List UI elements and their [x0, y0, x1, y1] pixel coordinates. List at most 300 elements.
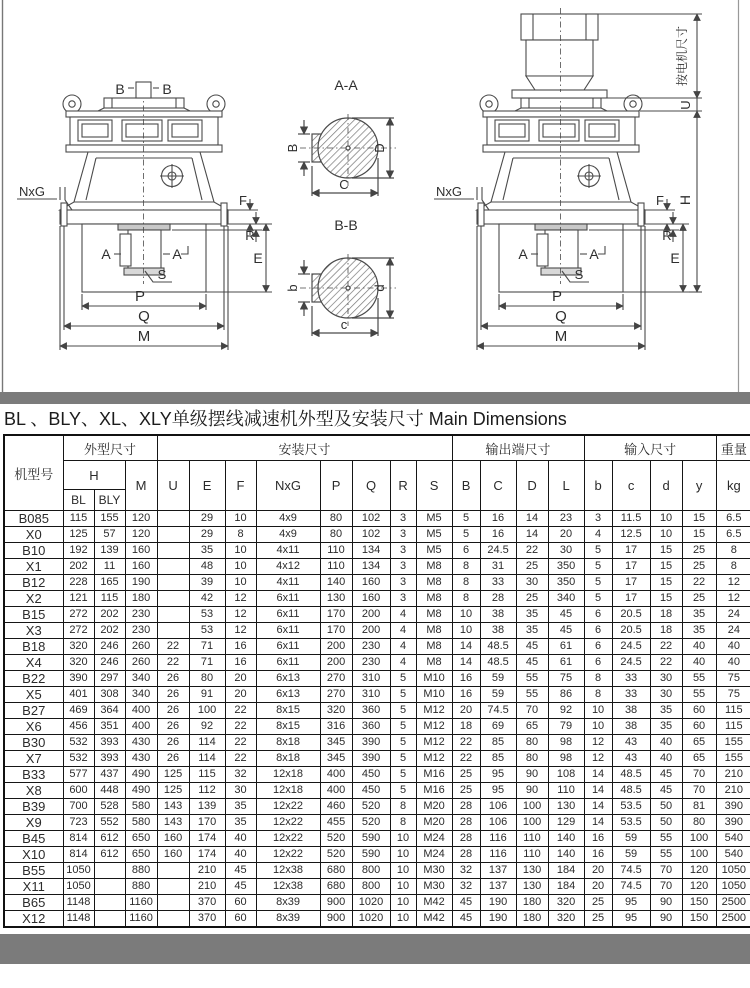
value-cell: 15	[650, 575, 682, 591]
value-cell: 8x15	[256, 719, 320, 735]
group-header-input: 输入尺寸	[584, 435, 716, 461]
value-cell: 85	[480, 751, 516, 767]
value-cell: 42	[189, 591, 225, 607]
table-row	[4, 735, 750, 751]
value-cell: 55	[516, 687, 548, 703]
value-cell: 155	[94, 511, 125, 527]
model-cell: X5	[4, 687, 63, 703]
value-cell: M30	[416, 879, 452, 895]
value-cell	[157, 543, 189, 559]
value-cell: 155	[716, 735, 750, 751]
value-cell	[94, 863, 125, 879]
value-cell: 230	[125, 623, 157, 639]
col-header-model: 机型号	[4, 435, 63, 511]
value-cell: 16	[452, 671, 480, 687]
value-cell: 200	[320, 639, 352, 655]
value-cell: 6x11	[256, 623, 320, 639]
value-cell: 12	[225, 607, 256, 623]
value-cell: 540	[716, 847, 750, 863]
value-cell: 74.5	[612, 879, 650, 895]
value-cell: 50	[650, 815, 682, 831]
value-cell: 1020	[352, 911, 390, 928]
value-cell: 12x38	[256, 863, 320, 879]
value-cell: M12	[416, 703, 452, 719]
value-cell: 115	[189, 767, 225, 783]
group-header-mounting: 安装尺寸	[157, 435, 452, 461]
value-cell: 25	[682, 543, 716, 559]
value-cell: 320	[548, 911, 584, 928]
group-header-outline: 外型尺寸	[63, 435, 157, 461]
value-cell: 390	[716, 799, 750, 815]
col-header-h: H	[63, 461, 125, 490]
model-cell: B15	[4, 607, 63, 623]
value-cell: 532	[63, 735, 94, 751]
value-cell: 45	[225, 879, 256, 895]
value-cell: 390	[716, 815, 750, 831]
section-view-bb	[285, 217, 396, 336]
value-cell: 125	[157, 783, 189, 799]
value-cell: 114	[189, 735, 225, 751]
value-cell: 26	[157, 751, 189, 767]
value-cell: 102	[352, 527, 390, 543]
value-cell: 10	[650, 527, 682, 543]
table-row	[4, 831, 750, 847]
value-cell: 95	[612, 911, 650, 928]
value-cell: 880	[125, 863, 157, 879]
value-cell: M8	[416, 623, 452, 639]
value-cell: 5	[584, 575, 612, 591]
label-u: U	[678, 100, 693, 110]
value-cell: 1050	[716, 879, 750, 895]
value-cell: 5	[390, 767, 416, 783]
value-cell: 40	[225, 847, 256, 863]
value-cell: 12	[716, 591, 750, 607]
model-cell: X10	[4, 847, 63, 863]
value-cell: 16	[480, 511, 516, 527]
value-cell: 33	[612, 687, 650, 703]
value-cell: 139	[189, 799, 225, 815]
value-cell: 316	[320, 719, 352, 735]
value-cell: 114	[189, 751, 225, 767]
value-cell: 33	[480, 575, 516, 591]
value-cell: 38	[480, 607, 516, 623]
value-cell: 540	[716, 831, 750, 847]
value-cell: 3	[390, 543, 416, 559]
value-cell: 4x11	[256, 575, 320, 591]
value-cell: 55	[650, 831, 682, 847]
value-cell: 55	[650, 847, 682, 863]
col-header-q: Q	[352, 461, 390, 511]
value-cell: 10	[390, 847, 416, 863]
value-cell: 10	[225, 559, 256, 575]
value-cell: 272	[63, 623, 94, 639]
value-cell: 900	[320, 911, 352, 928]
value-cell: 14	[452, 639, 480, 655]
value-cell: 174	[189, 847, 225, 863]
value-cell: 200	[352, 623, 390, 639]
value-cell: 174	[189, 831, 225, 847]
value-cell: 12	[716, 575, 750, 591]
value-cell: 448	[94, 783, 125, 799]
value-cell: M20	[416, 799, 452, 815]
value-cell: 350	[548, 559, 584, 575]
value-cell	[157, 607, 189, 623]
model-cell: X9	[4, 815, 63, 831]
label-b-cut-left: B	[115, 81, 125, 97]
value-cell: 20	[584, 863, 612, 879]
value-cell: 190	[480, 895, 516, 911]
value-cell: 22	[650, 639, 682, 655]
value-cell: 4x11	[256, 543, 320, 559]
left-reducer-view	[17, 92, 272, 350]
value-cell: 100	[516, 799, 548, 815]
value-cell: 40	[716, 655, 750, 671]
value-cell: 70	[682, 783, 716, 799]
value-cell: 10	[390, 863, 416, 879]
value-cell: 6.5	[716, 511, 750, 527]
value-cell: 390	[63, 671, 94, 687]
value-cell: 5	[584, 543, 612, 559]
value-cell: 600	[63, 783, 94, 799]
value-cell: 10	[390, 879, 416, 895]
col-header-d-in: d	[650, 461, 682, 511]
value-cell: M5	[416, 543, 452, 559]
value-cell: 129	[548, 815, 584, 831]
value-cell: 40	[650, 735, 682, 751]
value-cell: 393	[94, 751, 125, 767]
value-cell: 320	[63, 639, 94, 655]
value-cell: 12x22	[256, 831, 320, 847]
value-cell: 8x39	[256, 911, 320, 928]
value-cell: 580	[125, 815, 157, 831]
value-cell: 40	[716, 639, 750, 655]
value-cell: 297	[94, 671, 125, 687]
value-cell: 1050	[63, 879, 94, 895]
value-cell: 320	[548, 895, 584, 911]
value-cell: 8x18	[256, 735, 320, 751]
value-cell: 24	[716, 623, 750, 639]
value-cell: 110	[548, 783, 584, 799]
value-cell: 532	[63, 751, 94, 767]
value-cell	[157, 895, 189, 911]
value-cell: 140	[548, 847, 584, 863]
value-cell	[157, 575, 189, 591]
value-cell: 10	[390, 911, 416, 928]
value-cell: 430	[125, 735, 157, 751]
value-cell: 400	[320, 767, 352, 783]
value-cell: 10	[452, 623, 480, 639]
value-cell: 308	[94, 687, 125, 703]
table-body	[4, 511, 750, 928]
col-header-y-in: y	[682, 461, 716, 511]
value-cell: 1160	[125, 911, 157, 928]
value-cell: 28	[480, 591, 516, 607]
value-cell: 270	[320, 671, 352, 687]
value-cell: M16	[416, 783, 452, 799]
value-cell: 137	[480, 863, 516, 879]
value-cell: 70	[650, 879, 682, 895]
value-cell: 59	[612, 847, 650, 863]
value-cell: 28	[452, 847, 480, 863]
value-cell: 230	[352, 639, 390, 655]
col-header-m: M	[125, 461, 157, 511]
value-cell: 20	[584, 879, 612, 895]
model-cell: X11	[4, 879, 63, 895]
value-cell: 160	[352, 575, 390, 591]
value-cell: 455	[320, 815, 352, 831]
value-cell: 4	[390, 623, 416, 639]
value-cell: 612	[94, 847, 125, 863]
value-cell: 8	[452, 591, 480, 607]
value-cell: M5	[416, 511, 452, 527]
table-row	[4, 543, 750, 559]
value-cell: 15	[682, 511, 716, 527]
value-cell: 14	[584, 815, 612, 831]
value-cell: 30	[516, 575, 548, 591]
value-cell: M12	[416, 735, 452, 751]
value-cell: 460	[320, 799, 352, 815]
group-header-output: 输出端尺寸	[452, 435, 584, 461]
value-cell: 430	[125, 751, 157, 767]
value-cell: 401	[63, 687, 94, 703]
value-cell: 6x11	[256, 591, 320, 607]
value-cell: 8	[452, 575, 480, 591]
value-cell: 20.5	[612, 623, 650, 639]
value-cell: 22	[225, 719, 256, 735]
value-cell: 110	[516, 831, 548, 847]
value-cell: 45	[516, 655, 548, 671]
value-cell: 390	[352, 751, 390, 767]
value-cell: 95	[480, 767, 516, 783]
value-cell: 520	[352, 799, 390, 815]
value-cell: 90	[516, 767, 548, 783]
value-cell: 12x18	[256, 767, 320, 783]
value-cell: 552	[94, 815, 125, 831]
value-cell: 100	[189, 703, 225, 719]
value-cell: 310	[352, 687, 390, 703]
value-cell: 520	[320, 847, 352, 863]
value-cell: 880	[125, 879, 157, 895]
value-cell: 246	[94, 639, 125, 655]
value-cell: 180	[125, 591, 157, 607]
value-cell: M8	[416, 591, 452, 607]
value-cell: 1160	[125, 895, 157, 911]
value-cell: 150	[682, 911, 716, 928]
value-cell: 17	[612, 543, 650, 559]
value-cell: 8	[452, 559, 480, 575]
value-cell: 106	[480, 799, 516, 815]
value-cell: 60	[225, 911, 256, 928]
value-cell	[157, 527, 189, 543]
value-cell: 400	[125, 719, 157, 735]
value-cell: 25	[682, 559, 716, 575]
value-cell: 38	[480, 623, 516, 639]
value-cell: 4	[390, 655, 416, 671]
label-bb-key-width: b	[285, 284, 300, 292]
value-cell: 16	[584, 831, 612, 847]
value-cell: M42	[416, 911, 452, 928]
value-cell: 723	[63, 815, 94, 831]
value-cell: 210	[189, 879, 225, 895]
value-cell: 210	[716, 783, 750, 799]
value-cell: 25	[452, 767, 480, 783]
value-cell: 814	[63, 831, 94, 847]
value-cell: 16	[225, 655, 256, 671]
value-cell: 8	[225, 527, 256, 543]
value-cell: 370	[189, 911, 225, 928]
value-cell: 91	[189, 687, 225, 703]
value-cell: 5	[390, 719, 416, 735]
value-cell: 22	[650, 655, 682, 671]
table-row	[4, 719, 750, 735]
value-cell: 4	[584, 527, 612, 543]
value-cell: 24.5	[612, 639, 650, 655]
value-cell: 90	[516, 783, 548, 799]
col-header-bly: BLY	[94, 490, 125, 511]
value-cell: 48.5	[612, 767, 650, 783]
table-row	[4, 639, 750, 655]
col-header-f: F	[225, 461, 256, 511]
value-cell: 8	[390, 815, 416, 831]
value-cell: 340	[125, 671, 157, 687]
value-cell: 390	[352, 735, 390, 751]
value-cell: 17	[612, 559, 650, 575]
value-cell: 130	[548, 799, 584, 815]
value-cell: 139	[94, 543, 125, 559]
value-cell: 80	[516, 735, 548, 751]
value-cell: 22	[225, 735, 256, 751]
value-cell: 115	[94, 591, 125, 607]
value-cell: 490	[125, 767, 157, 783]
value-cell: 210	[189, 863, 225, 879]
value-cell: M8	[416, 639, 452, 655]
value-cell: 25	[452, 783, 480, 799]
model-cell: X12	[4, 911, 63, 928]
value-cell: 202	[63, 559, 94, 575]
value-cell	[157, 559, 189, 575]
value-cell: 120	[125, 511, 157, 527]
value-cell: M8	[416, 559, 452, 575]
group-header-weight: 重量	[716, 435, 750, 461]
value-cell: 26	[157, 735, 189, 751]
value-cell: 125	[157, 767, 189, 783]
value-cell: 5	[452, 527, 480, 543]
value-cell: 456	[63, 719, 94, 735]
value-cell: 10	[584, 703, 612, 719]
value-cell: 45	[452, 911, 480, 928]
value-cell: 155	[716, 751, 750, 767]
value-cell: 130	[516, 863, 548, 879]
value-cell: 137	[480, 879, 516, 895]
value-cell: 65	[682, 751, 716, 767]
value-cell: 18	[650, 607, 682, 623]
value-cell: 53.5	[612, 799, 650, 815]
value-cell: 26	[157, 687, 189, 703]
value-cell: 190	[480, 911, 516, 928]
value-cell: 20.5	[612, 607, 650, 623]
value-cell: 20	[225, 687, 256, 703]
value-cell: 680	[320, 863, 352, 879]
label-h: H	[677, 194, 693, 206]
model-cell: X0	[4, 527, 63, 543]
table-row	[4, 863, 750, 879]
value-cell: 102	[352, 511, 390, 527]
value-cell: 22	[157, 639, 189, 655]
value-cell: 10	[390, 895, 416, 911]
value-cell: 3	[390, 559, 416, 575]
value-cell: 45	[650, 767, 682, 783]
value-cell: 437	[94, 767, 125, 783]
value-cell: 200	[320, 655, 352, 671]
value-cell: 340	[125, 687, 157, 703]
value-cell: 116	[480, 847, 516, 863]
value-cell: 25	[682, 591, 716, 607]
value-cell: M8	[416, 655, 452, 671]
value-cell: 32	[452, 879, 480, 895]
value-cell: 35	[225, 799, 256, 815]
value-cell: 6.5	[716, 527, 750, 543]
value-cell: 33	[612, 671, 650, 687]
value-cell: 3	[390, 511, 416, 527]
value-cell: 6x11	[256, 655, 320, 671]
value-cell: 469	[63, 703, 94, 719]
value-cell: 260	[125, 655, 157, 671]
value-cell: 528	[94, 799, 125, 815]
value-cell: 20	[225, 671, 256, 687]
value-cell: 60	[682, 703, 716, 719]
value-cell: 59	[612, 831, 650, 847]
value-cell: 165	[94, 575, 125, 591]
value-cell: 340	[548, 591, 584, 607]
value-cell: 29	[189, 527, 225, 543]
model-cell: X7	[4, 751, 63, 767]
value-cell: 160	[157, 847, 189, 863]
model-cell: B27	[4, 703, 63, 719]
table-row	[4, 751, 750, 767]
value-cell: 30	[225, 783, 256, 799]
value-cell: 57	[94, 527, 125, 543]
value-cell: 15	[650, 559, 682, 575]
label-bb-diameter: d	[372, 284, 387, 292]
label-bb-width: c	[340, 317, 348, 332]
value-cell: 4x9	[256, 527, 320, 543]
value-cell: 10	[225, 575, 256, 591]
value-cell: 6	[584, 607, 612, 623]
value-cell: 351	[94, 719, 125, 735]
value-cell: 450	[352, 783, 390, 799]
value-cell: 50	[650, 799, 682, 815]
value-cell: 6	[584, 623, 612, 639]
value-cell: 22	[225, 703, 256, 719]
value-cell: 400	[125, 703, 157, 719]
table-row	[4, 687, 750, 703]
value-cell: 8	[716, 559, 750, 575]
value-cell: 2500	[716, 911, 750, 928]
value-cell: 61	[548, 639, 584, 655]
value-cell: 35	[189, 543, 225, 559]
value-cell: 22	[225, 751, 256, 767]
value-cell: 59	[480, 671, 516, 687]
value-cell: 70	[650, 863, 682, 879]
value-cell: 90	[650, 895, 682, 911]
value-cell: 170	[189, 815, 225, 831]
table-row	[4, 575, 750, 591]
col-header-r: R	[390, 461, 416, 511]
value-cell: 130	[320, 591, 352, 607]
label-b-cut-right: B	[162, 81, 172, 97]
value-cell: 202	[94, 607, 125, 623]
value-cell: 1050	[63, 863, 94, 879]
